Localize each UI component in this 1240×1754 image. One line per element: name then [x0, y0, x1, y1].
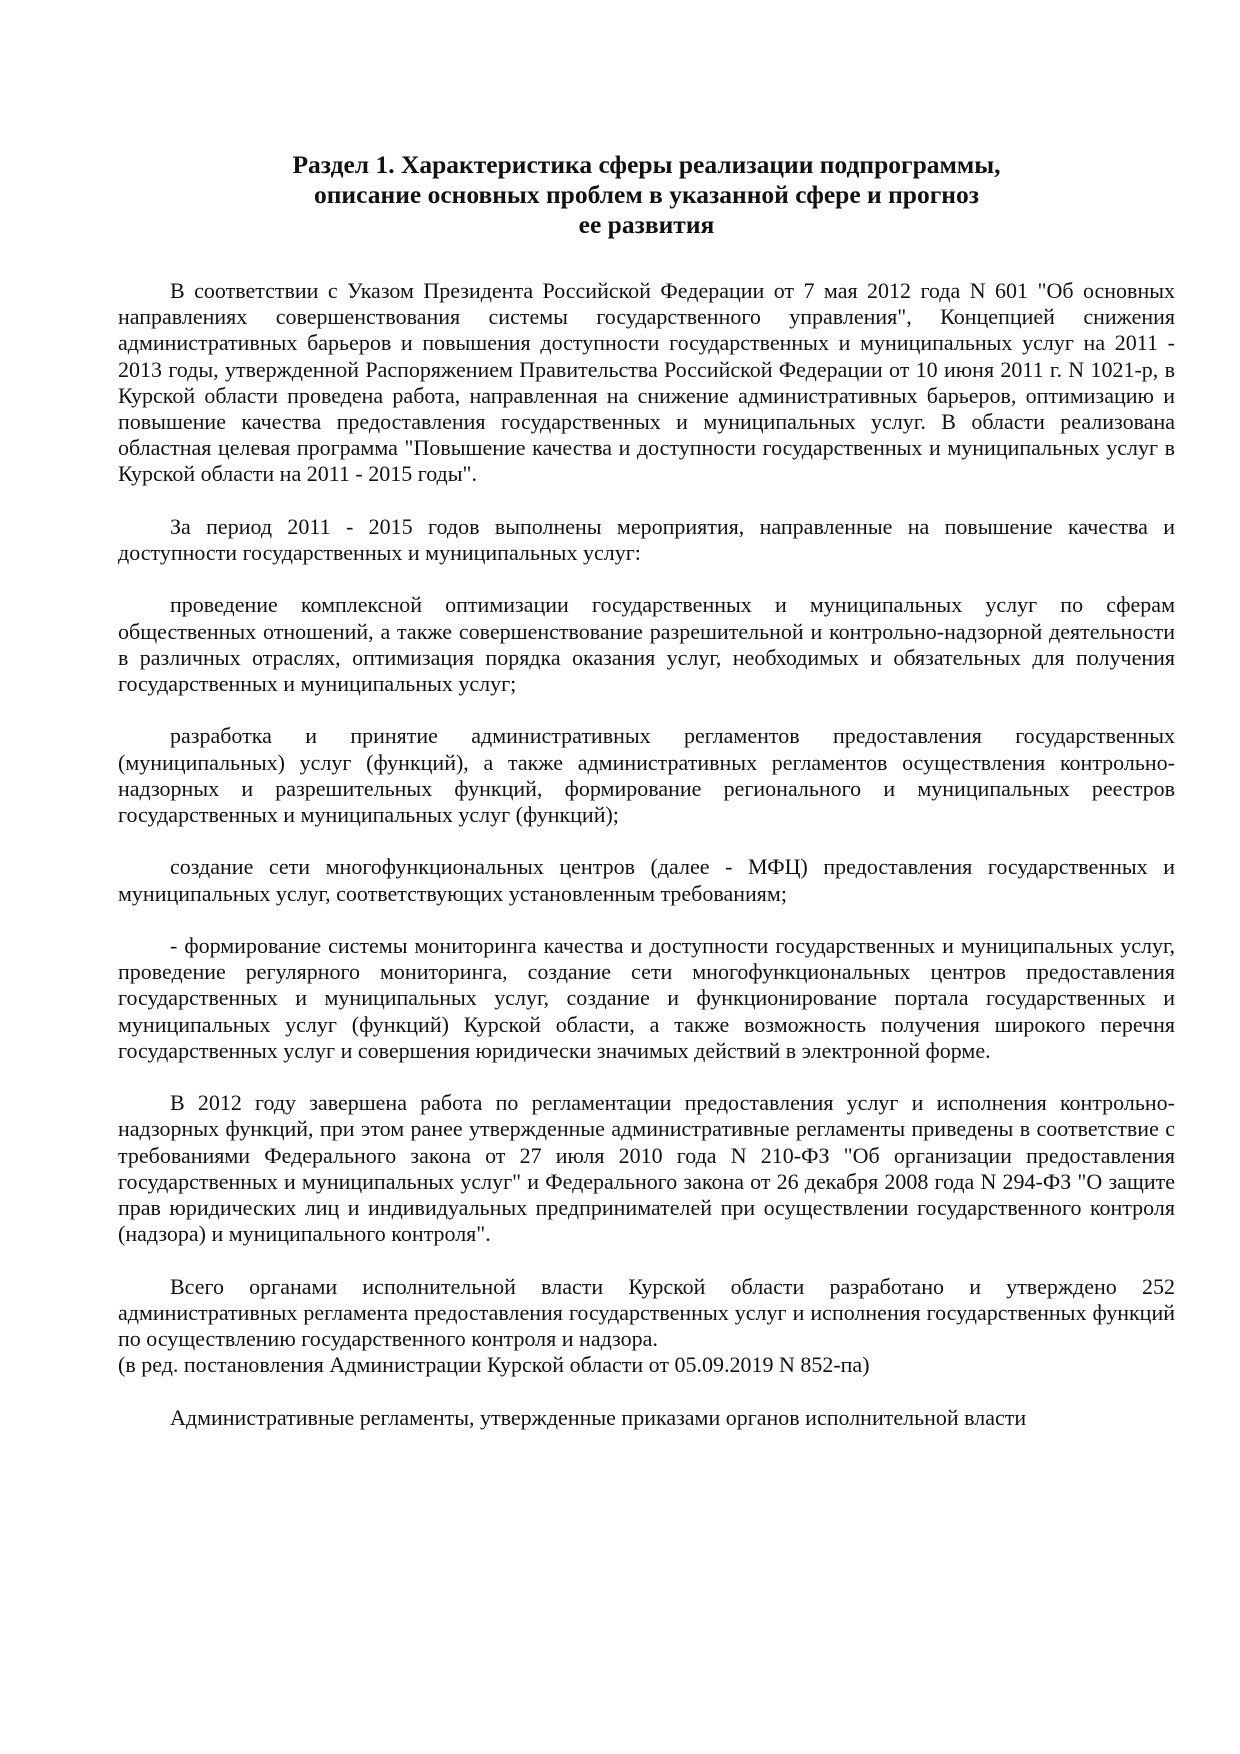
section-title-line: ее развития — [578, 210, 715, 239]
amendment-note: (в ред. постановления Администрации Курской области от 05.09.2019 N 852-па) — [118, 1352, 870, 1378]
document-page — [118, 150, 1175, 1457]
paragraph-period-summary: За период 2011 - 2015 годов выполнены мероприятия, направленные на повышение качества и доступности государственных и муниципальных услуг: — [118, 513, 1175, 566]
list-item-monitoring: - формирование системы мониторинга качества и доступности государственных и муниципальных услуг, проведение регулярного мониторинга, создание сети многофункциональных центров предоставления государственных и муниципальных услуг, создание и функционирование портала государственных и муниципальных услуг (функций) Курской области, а также возможность получения широкого перечня государственных услуг и совершения юридически значимых действий в электронной форме. — [118, 933, 1175, 1063]
paragraph-administrative-regulations: Административные регламенты, утвержденные приказами органов исполнительной власти — [170, 1404, 1027, 1430]
list-item-optimization: проведение комплексной оптимизации государственных и муниципальных услуг по сферам общественных отношений, а также совершенствование разрешительной и контрольно-надзорной деятельности в различных отраслях, оптимизация порядка оказания услуг, необходимых и обязательных для получения государственных и муниципальных услуг; — [118, 592, 1175, 697]
list-item-regulations: разработка и принятие административных регламентов предоставления государственных (муниципальных) услуг (функций), а также административных регламентов осуществления контрольно-надзорных и разрешительных функций, формирование регионального и муниципальных реестров государственных и муниципальных услуг (функций); — [118, 723, 1175, 828]
section-title — [118, 150, 1175, 240]
section-title-line: Раздел 1. Характеристика сферы реализации подпрограммы, — [292, 150, 1001, 179]
section-title-line: описание основных проблем в указанной сфере и прогноз — [313, 180, 979, 209]
paragraph-decree-context: В соответствии с Указом Президента Российской Федерации от 7 мая 2012 года N 601 "Об основных направлениях совершенствования системы государственного управления", Концепцией снижения административных барьеров и повышения доступности государственных и муниципальных услуг на 2011 - 2013 годы, утвержденной Распоряжением Правительства Российской Федерации от 10 июня 2011 г. N 1021-р, в Курской области проведена работа, направленная на снижение административных барьеров, оптимизацию и повышение качества предоставления государственных и муниципальных услуг. В области реализована областная целевая программа "Повышение качества и доступности государственных и муниципальных услуг в Курской области на 2011 - 2015 годы". — [118, 278, 1175, 487]
paragraph-2012-regulation: В 2012 году завершена работа по регламентации предоставления услуг и исполнения контрольно-надзорных функций, при этом ранее утвержденные административные регламенты приведены в соответствие с требованиями Федерального закона от 27 июля 2010 года N 210-ФЗ "Об организации предоставления государственных и муниципальных услуг" и Федерального закона от 26 декабря 2008 года N 294-ФЗ "О защите прав юридических лиц и индивидуальных предпринимателей при осуществлении государственного контроля (надзора) и муниципального контроля". — [118, 1090, 1175, 1247]
paragraph-total-regulations: Всего органами исполнительной власти Курской области разработано и утверждено 252 административных регламента предоставления государственных услуг и исполнения государственных функций по осуществлению государственного контроля и надзора. — [118, 1273, 1175, 1352]
list-item-mfc-network: создание сети многофункциональных центров (далее - МФЦ) предоставления государственных и муниципальных услуг, соответствующих установленным требованиям; — [118, 854, 1175, 906]
